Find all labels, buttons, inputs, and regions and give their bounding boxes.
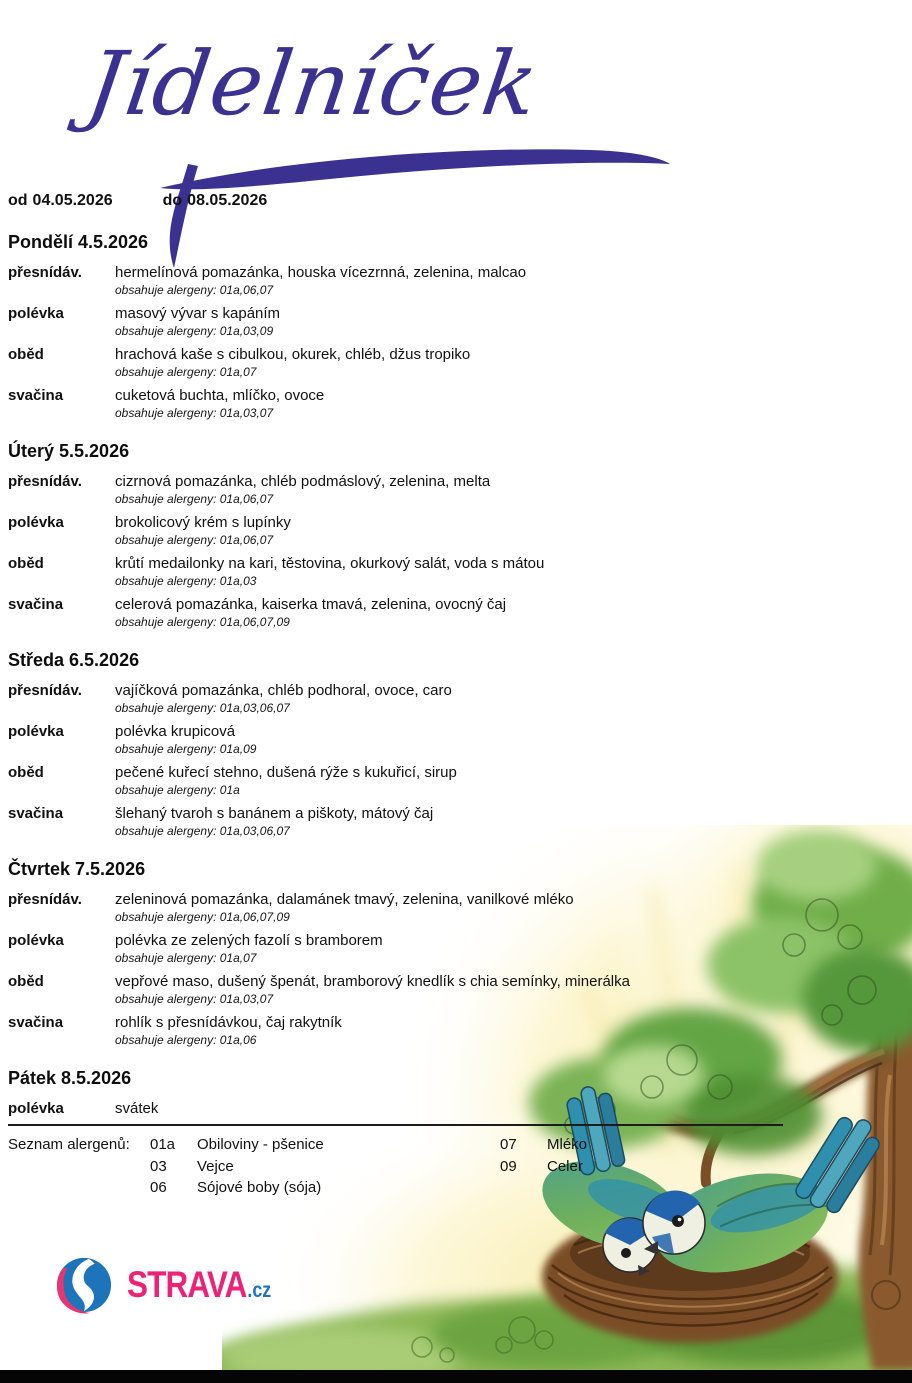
meal-text: masový vývar s kapáním: [115, 305, 281, 322]
date-range: [8, 192, 272, 210]
allergen-note: obsahuje alergeny: 01a,07: [115, 951, 257, 965]
allergen-note: obsahuje alergeny: 01a,03,06,07: [115, 701, 290, 715]
meal-label: oběd: [8, 346, 44, 363]
allergen-item: [150, 1177, 324, 1199]
meal-row: [8, 472, 788, 507]
meal-row: [8, 263, 788, 298]
allergen-note: obsahuje alergeny: 01a,03,09: [115, 324, 274, 338]
allergen-item: [500, 1156, 587, 1178]
day-section-thursday: [8, 859, 788, 1048]
allergen-column-2: [500, 1134, 587, 1177]
meal-text: zeleninová pomazánka, dalamánek tmavý, zelenina, vanilkové mléko: [115, 891, 574, 908]
meal-text: polévka krupicová: [115, 723, 236, 740]
date-from-value: 04.05.2026: [32, 192, 113, 209]
meal-text: polévka ze zelených fazolí s bramborem: [115, 932, 383, 949]
allergen-code: 07: [500, 1136, 517, 1153]
meal-text: hrachová kaše s cibulkou, okurek, chléb, džus tropiko: [115, 346, 471, 363]
allergen-name: Celer: [547, 1157, 583, 1175]
allergen-note: obsahuje alergeny: 01a,03,06,07: [115, 824, 290, 838]
allergen-note: obsahuje alergeny: 01a,03,07: [115, 406, 274, 420]
meal-text: hermelínová pomazánka, houska vícezrnná, zelenina, malcao: [115, 264, 527, 281]
allergen-note: obsahuje alergeny: 01a,03: [115, 574, 257, 588]
meal-row: [8, 595, 788, 630]
allergen-code: 09: [500, 1157, 517, 1175]
meal-text: svátek: [115, 1100, 159, 1117]
allergen-note: obsahuje alergeny: 01a: [115, 783, 240, 797]
meal-row: [8, 931, 788, 966]
meal-label: polévka: [8, 514, 64, 531]
page-title: Jídelníček: [80, 32, 545, 135]
day-heading: Pátek 8.5.2026: [8, 1068, 132, 1088]
meal-label: polévka: [8, 723, 64, 740]
day-heading: Čtvrtek 7.5.2026: [8, 859, 146, 879]
date-to-value: 08.05.2026: [187, 192, 268, 209]
allergen-item: [150, 1134, 324, 1156]
brand-name: STRAVA: [127, 1264, 247, 1305]
meal-row: [8, 513, 788, 548]
allergen-name: Obiloviny - pšenice: [197, 1136, 324, 1153]
allergen-name: Sójové boby (sója): [197, 1179, 322, 1196]
allergen-code: 01a: [150, 1136, 176, 1153]
meal-label: svačina: [8, 805, 64, 822]
meal-row: [8, 1099, 788, 1118]
meal-text: celerová pomazánka, kaiserka tmavá, zelenina, ovocný čaj: [115, 596, 507, 613]
meal-text: šlehaný tvaroh s banánem a piškoty, mátový čaj: [115, 805, 434, 822]
meal-text: krůtí medailonky na kari, těstovina, okurkový salát, voda s mátou: [115, 555, 545, 572]
brand-suffix: .cz: [247, 1279, 272, 1302]
allergen-note: obsahuje alergeny: 01a,06,07,09: [115, 910, 290, 924]
meal-row: [8, 972, 788, 1007]
allergen-list: [8, 1134, 788, 1210]
meal-row: [8, 1013, 788, 1048]
meal-text: cuketová buchta, mlíčko, ovoce: [115, 387, 325, 404]
meal-row: [8, 554, 788, 589]
meal-text: vepřové maso, dušený špenát, bramborový knedlík s chia semínky, minerálka: [115, 973, 630, 990]
allergen-note: obsahuje alergeny: 01a,09: [115, 742, 257, 756]
day-section-wednesday: [8, 650, 788, 839]
allergen-note: obsahuje alergeny: 01a,06: [115, 1033, 257, 1047]
day-section-friday: [8, 1068, 788, 1118]
allergen-note: obsahuje alergeny: 01a,06,07: [115, 492, 274, 506]
allergen-name: Vejce: [197, 1157, 234, 1175]
meal-row: [8, 722, 788, 757]
allergen-code: 03: [150, 1157, 167, 1175]
day-heading: Úterý 5.5.2026: [8, 441, 130, 461]
strava-logo: [55, 1256, 297, 1314]
day-heading: Pondělí 4.5.2026: [8, 232, 149, 252]
meal-label: svačina: [8, 387, 64, 404]
allergen-note: obsahuje alergeny: 01a,06,07: [115, 533, 274, 547]
allergen-note: obsahuje alergeny: 01a,06,07,09: [115, 615, 290, 629]
bottom-bar: [0, 1370, 912, 1383]
allergen-item: [150, 1156, 324, 1178]
meal-text: vajíčková pomazánka, chléb podhoral, ovoce, caro: [115, 682, 452, 699]
meal-label: oběd: [8, 973, 44, 990]
meal-label: svačina: [8, 596, 64, 613]
strava-logo-icon: [55, 1256, 113, 1314]
allergen-note: obsahuje alergeny: 01a,03,07: [115, 992, 274, 1006]
meal-text: cizrnová pomazánka, chléb podmáslový, zelenina, melta: [115, 473, 491, 490]
meal-row: [8, 804, 788, 839]
meal-label: přesnídáv.: [8, 682, 82, 699]
allergen-note: obsahuje alergeny: 01a,07: [115, 365, 257, 379]
meal-row: [8, 763, 788, 798]
strava-wordmark: [127, 1264, 271, 1306]
date-from-label: od: [8, 192, 28, 209]
meal-row: [8, 681, 788, 716]
allergen-column-1: [150, 1134, 324, 1199]
meal-label: oběd: [8, 555, 44, 572]
allergen-separator-line: [8, 1124, 783, 1126]
meal-row: [8, 304, 788, 339]
meal-label: svačina: [8, 1014, 64, 1031]
allergen-note: obsahuje alergeny: 01a,06,07: [115, 283, 274, 297]
weekly-menu: [8, 212, 788, 1210]
allergen-item: [500, 1134, 587, 1156]
meal-row: [8, 890, 788, 925]
meal-text: pečené kuřecí stehno, dušená rýže s kukuřicí, sirup: [115, 764, 457, 781]
meal-label: oběd: [8, 764, 44, 781]
day-heading: Středa 6.5.2026: [8, 650, 140, 670]
meal-label: přesnídáv.: [8, 891, 82, 908]
allergen-list-label: Seznam alergenů:: [8, 1136, 130, 1153]
document-header: [80, 32, 545, 135]
meal-row: [8, 386, 788, 421]
meal-label: polévka: [8, 1100, 64, 1117]
meal-label: polévka: [8, 932, 64, 949]
allergen-code: 06: [150, 1179, 167, 1196]
meal-text: brokolicový krém s lupínky: [115, 514, 291, 531]
meal-row: [8, 345, 788, 380]
day-section-tuesday: [8, 441, 788, 630]
meal-label: přesnídáv.: [8, 473, 82, 490]
date-to-label: do: [162, 192, 183, 209]
day-section-monday: [8, 232, 788, 421]
meal-label: přesnídáv.: [8, 264, 82, 281]
meal-text: rohlík s přesnídávkou, čaj rakytník: [115, 1014, 342, 1031]
meal-label: polévka: [8, 305, 64, 322]
allergen-name: Mléko: [547, 1136, 588, 1153]
